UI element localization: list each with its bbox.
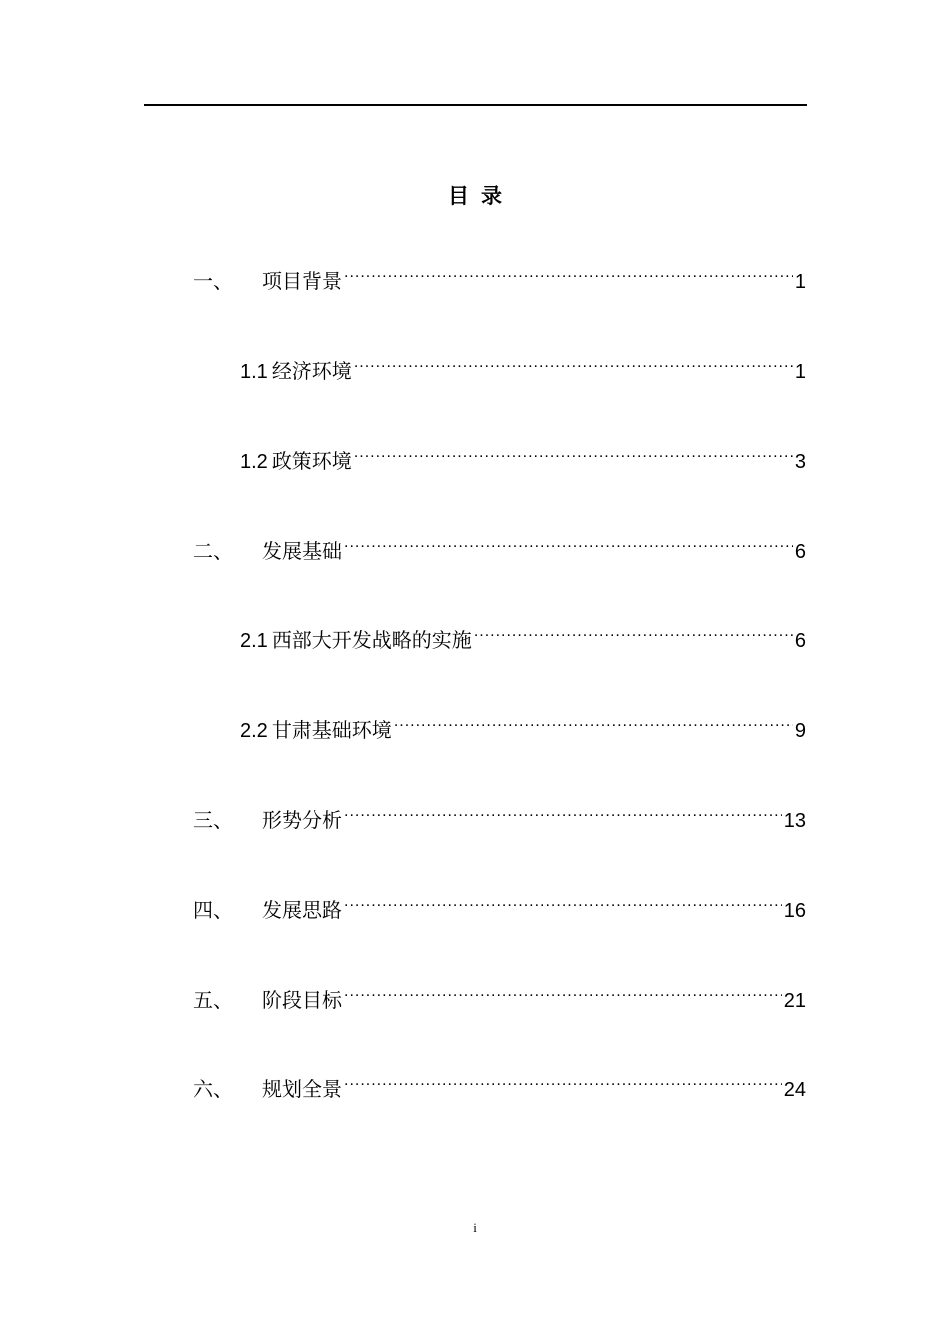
toc-leader-dots — [474, 617, 793, 647]
toc-leader-dots — [344, 528, 793, 558]
toc-entry-number: 一、 — [193, 269, 233, 293]
toc-entry-section: 2.1 — [240, 630, 268, 652]
toc-entry-title: 甘肃基础环境 — [271, 718, 392, 742]
toc-entry-page: 3 — [794, 451, 806, 473]
toc-entry-page: 21 — [783, 990, 806, 1012]
toc-entry-title: 政策环境 — [271, 449, 352, 473]
toc-leader-dots — [344, 797, 782, 827]
toc-entry-title: 规划全景 — [262, 1077, 342, 1101]
toc-entry[interactable] — [193, 887, 806, 922]
toc-leader-dots — [344, 1066, 782, 1096]
toc-entry[interactable] — [240, 348, 806, 383]
toc-entry-number: 六、 — [193, 1077, 233, 1101]
toc-entry-page: 24 — [783, 1079, 806, 1101]
toc-entry-title: 发展基础 — [262, 539, 342, 563]
toc-entry-page: 16 — [783, 900, 806, 922]
footer-page-number: i — [473, 1220, 477, 1235]
toc-entry[interactable] — [193, 977, 806, 1012]
toc-leader-dots — [394, 707, 793, 737]
toc-entry-title: 阶段目标 — [262, 988, 342, 1012]
toc-entry-title: 形势分析 — [262, 808, 342, 832]
toc-entry-page: 1 — [794, 361, 806, 383]
toc-leader-dots — [354, 438, 793, 468]
toc-entry[interactable] — [193, 258, 806, 293]
toc-entry-number: 四、 — [193, 898, 233, 922]
toc-entry-section: 1.2 — [240, 451, 268, 473]
toc-entry[interactable] — [193, 797, 806, 832]
toc-entry-section: 2.2 — [240, 720, 268, 742]
toc-entry-title: 发展思路 — [262, 898, 342, 922]
toc-entry[interactable] — [240, 707, 806, 742]
toc-leader-dots — [354, 348, 793, 378]
toc-entry-title: 经济环境 — [271, 359, 352, 383]
toc-entry-section: 1.1 — [240, 361, 268, 383]
toc-leader-dots — [344, 258, 793, 288]
toc-entry-page: 13 — [783, 810, 806, 832]
toc-entry-page: 1 — [794, 271, 806, 293]
toc-leader-dots — [344, 977, 782, 1007]
toc-entry[interactable] — [240, 617, 806, 652]
toc-entry-page: 9 — [794, 720, 806, 742]
toc-entry-number: 三、 — [193, 808, 233, 832]
toc-entry-page: 6 — [794, 630, 806, 652]
toc-title: 目录 — [448, 184, 514, 208]
toc-entry-title: 项目背景 — [262, 269, 342, 293]
toc-entry-number: 五、 — [193, 988, 233, 1012]
toc-entry[interactable] — [240, 438, 806, 473]
toc-leader-dots — [344, 887, 782, 917]
toc-entry-title: 西部大开发战略的实施 — [271, 628, 472, 652]
toc-entry-page: 6 — [794, 541, 806, 563]
toc-entry-number: 二、 — [193, 539, 233, 563]
toc-entry[interactable] — [193, 1066, 806, 1101]
toc-entry[interactable] — [193, 528, 806, 563]
